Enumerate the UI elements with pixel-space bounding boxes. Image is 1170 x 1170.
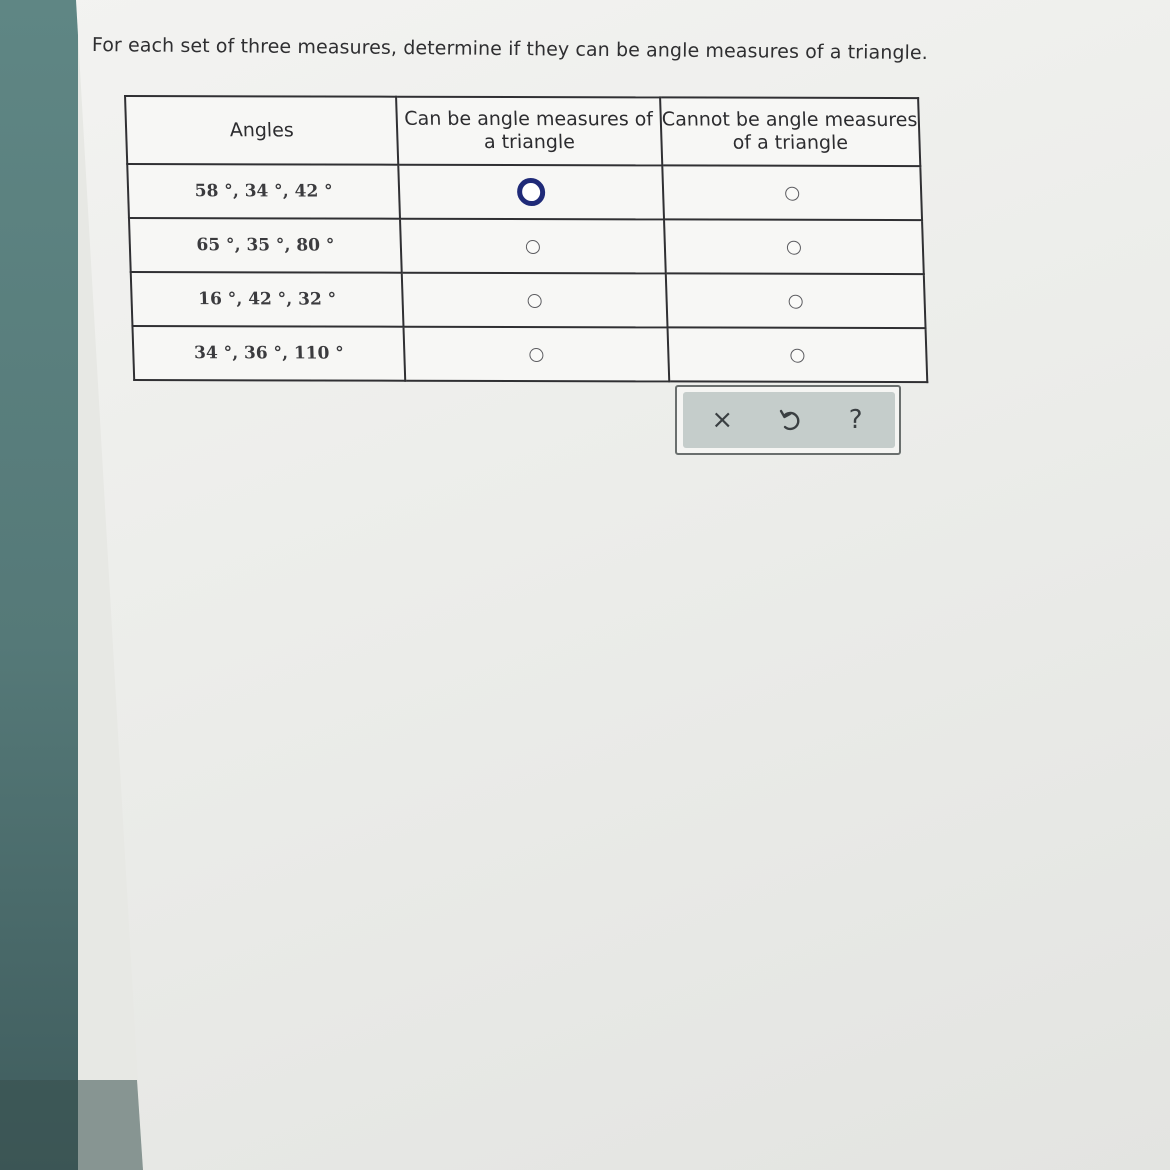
table-row [131, 272, 926, 328]
radio-can-row-2[interactable] [526, 240, 540, 254]
clear-button[interactable]: × [711, 405, 734, 435]
left-edge-bezel [0, 0, 78, 1170]
radio-can-row-1[interactable] [517, 178, 546, 206]
can-cell [400, 219, 665, 274]
table-row [127, 164, 922, 220]
column-header-angles: Angles [125, 96, 398, 165]
cannot-cell [665, 273, 925, 328]
column-header-cannot: Cannot be angle measures of a triangle [660, 97, 921, 166]
undo-icon [776, 407, 802, 433]
angle-set-cell: 16 °, 42 °, 32 ° [131, 272, 404, 327]
toolbar-inner [683, 392, 895, 448]
angle-set-cell: 58 °, 34 °, 42 ° [127, 164, 400, 219]
cannot-cell [664, 219, 924, 274]
cannot-cell [667, 327, 927, 382]
undo-button[interactable] [769, 407, 809, 433]
answer-table-container [124, 95, 928, 383]
answer-table [124, 95, 928, 383]
angle-set-cell: 34 °, 36 °, 110 ° [132, 326, 405, 381]
column-header-can: Can be angle measures of a triangle [396, 97, 662, 166]
bezel-shadow [0, 1080, 150, 1170]
table-row [132, 326, 927, 382]
table-header-row [125, 96, 920, 166]
radio-cannot-row-1[interactable] [785, 187, 799, 201]
table-row [129, 218, 924, 274]
radio-cannot-row-2[interactable] [787, 241, 801, 255]
help-button[interactable]: ? [848, 405, 863, 435]
radio-can-row-4[interactable] [529, 348, 543, 362]
can-cell [402, 273, 667, 328]
answer-toolbar [675, 385, 901, 455]
cannot-cell [662, 165, 922, 220]
can-cell [398, 165, 663, 220]
can-cell [404, 327, 669, 382]
question-text: For each set of three measures, determine if they can be angle measures of a triangle. [91, 34, 928, 65]
radio-cannot-row-4[interactable] [790, 349, 804, 363]
radio-can-row-3[interactable] [527, 294, 541, 308]
angle-set-cell: 65 °, 35 °, 80 ° [129, 218, 402, 273]
radio-cannot-row-3[interactable] [788, 295, 802, 309]
